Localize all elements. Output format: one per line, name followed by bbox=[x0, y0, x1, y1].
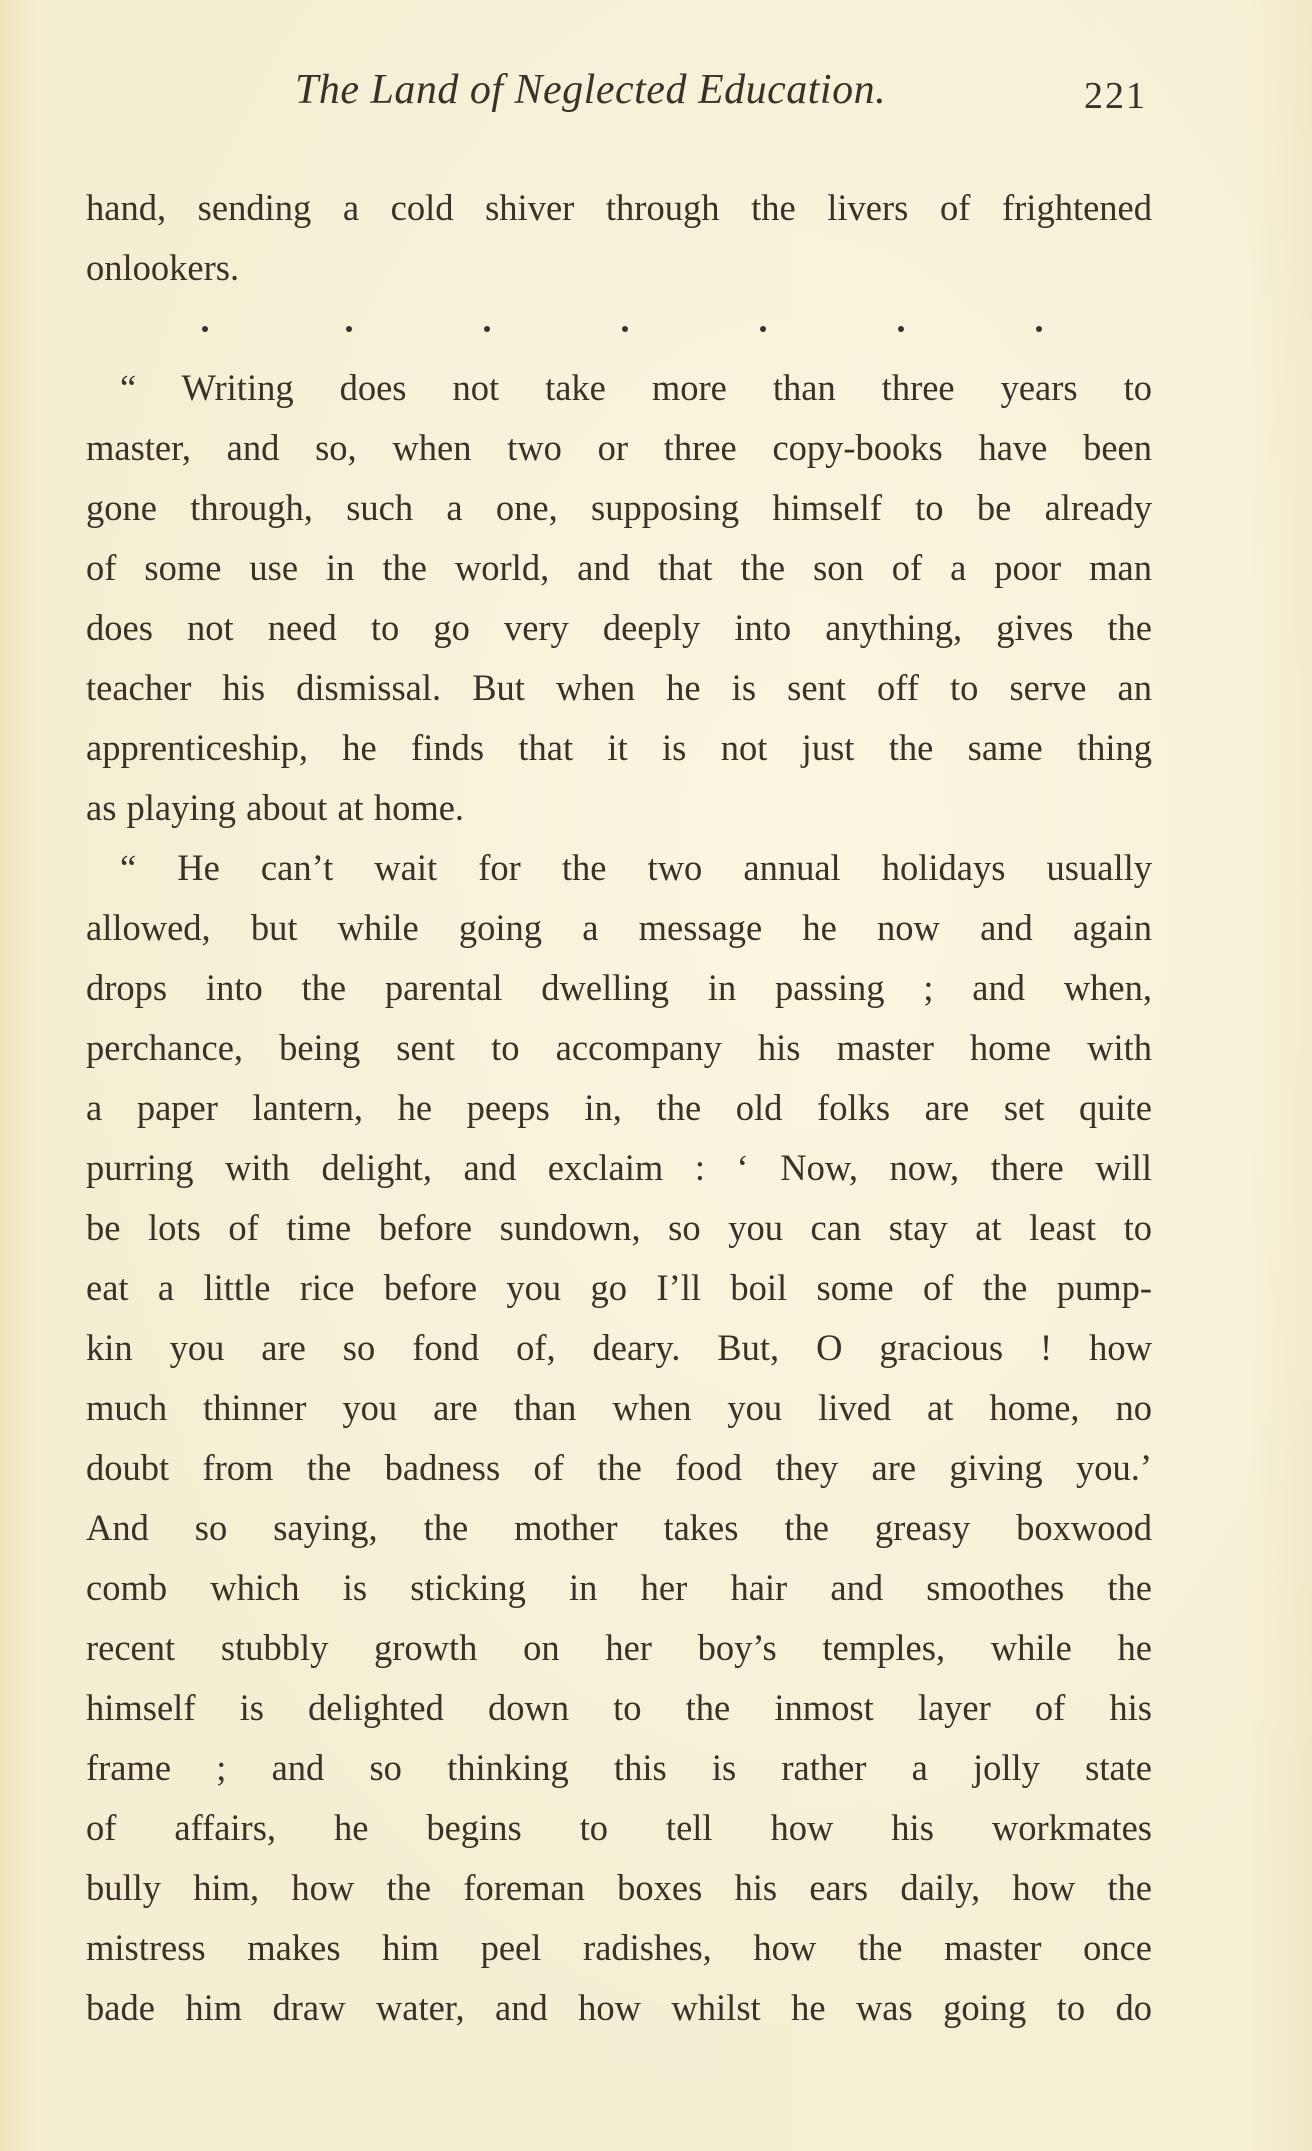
text-line: And so saying, the mother takes the greasy boxwood bbox=[86, 1507, 1152, 1548]
text-line: doubt from the badness of the food they are giving you.’ bbox=[86, 1447, 1152, 1488]
text-line: eat a little rice before you go I’ll boil some of the pump- bbox=[86, 1267, 1152, 1308]
text-line: kin you are so fond of, deary. But, O gracious ! how bbox=[86, 1327, 1152, 1368]
text-line: does not need to go very deeply into anything, gives the bbox=[86, 607, 1152, 648]
text-line: master, and so, when two or three copy-books have been bbox=[86, 427, 1152, 468]
text-line: of some use in the world, and that the son of a poor man bbox=[86, 547, 1152, 588]
text-line: onlookers. bbox=[86, 247, 240, 288]
text-line: allowed, but while going a message he now and again bbox=[86, 907, 1152, 948]
text-line: frame ; and so thinking this is rather a jolly state bbox=[86, 1747, 1152, 1788]
text-line: of affairs, he begins to tell how his workmates bbox=[86, 1807, 1152, 1848]
text-line: bully him, how the foreman boxes his ears daily, how the bbox=[86, 1867, 1152, 1908]
page-number: 221 bbox=[1084, 75, 1147, 117]
ellipsis-dot bbox=[760, 326, 766, 332]
text-line: perchance, being sent to accompany his master home with bbox=[86, 1027, 1152, 1068]
running-head bbox=[0, 66, 1312, 126]
text-line: drops into the parental dwelling in passing ; and when, bbox=[86, 967, 1152, 1008]
text-line: apprenticeship, he finds that it is not just the same thing bbox=[86, 727, 1152, 768]
text-line: hand, sending a cold shiver through the livers of frightened bbox=[86, 187, 1152, 228]
text-line: himself is delighted down to the inmost layer of his bbox=[86, 1687, 1152, 1728]
ellipsis-dot bbox=[1036, 326, 1042, 332]
ellipsis-dot bbox=[622, 326, 628, 332]
text-line: “ Writing does not take more than three years to bbox=[120, 367, 1152, 408]
text-line: purring with delight, and exclaim : ‘ Now, now, there will bbox=[86, 1147, 1152, 1188]
text-line: be lots of time before sundown, so you can stay at least to bbox=[86, 1207, 1152, 1248]
text-line: much thinner you are than when you lived at home, no bbox=[86, 1387, 1152, 1428]
text-line: mistress makes him peel radishes, how the master once bbox=[86, 1927, 1152, 1968]
ellipsis-dot bbox=[202, 326, 208, 332]
ellipsis-text bbox=[86, 298, 87, 299]
text-line: “ He can’t wait for the two annual holidays usually bbox=[120, 847, 1152, 888]
ellipsis-dot bbox=[346, 326, 352, 332]
text-line: as playing about at home. bbox=[86, 787, 465, 828]
ellipsis-dot bbox=[898, 326, 904, 332]
text-line: a paper lantern, he peeps in, the old folks are set quite bbox=[86, 1087, 1152, 1128]
running-title: The Land of Neglected Education. bbox=[295, 67, 887, 113]
text-line: gone through, such a one, supposing himself to be already bbox=[86, 487, 1152, 528]
section-ellipsis bbox=[86, 298, 1152, 358]
text-line: teacher his dismissal. But when he is sent off to serve an bbox=[86, 667, 1152, 708]
text-line: comb which is sticking in her hair and smoothes the bbox=[86, 1567, 1152, 1608]
text-line: bade him draw water, and how whilst he was going to do bbox=[86, 1987, 1152, 2028]
ellipsis-dot bbox=[484, 326, 490, 332]
text-line: recent stubbly growth on her boy’s temples, while he bbox=[86, 1627, 1152, 1668]
body-text bbox=[86, 178, 1152, 2038]
